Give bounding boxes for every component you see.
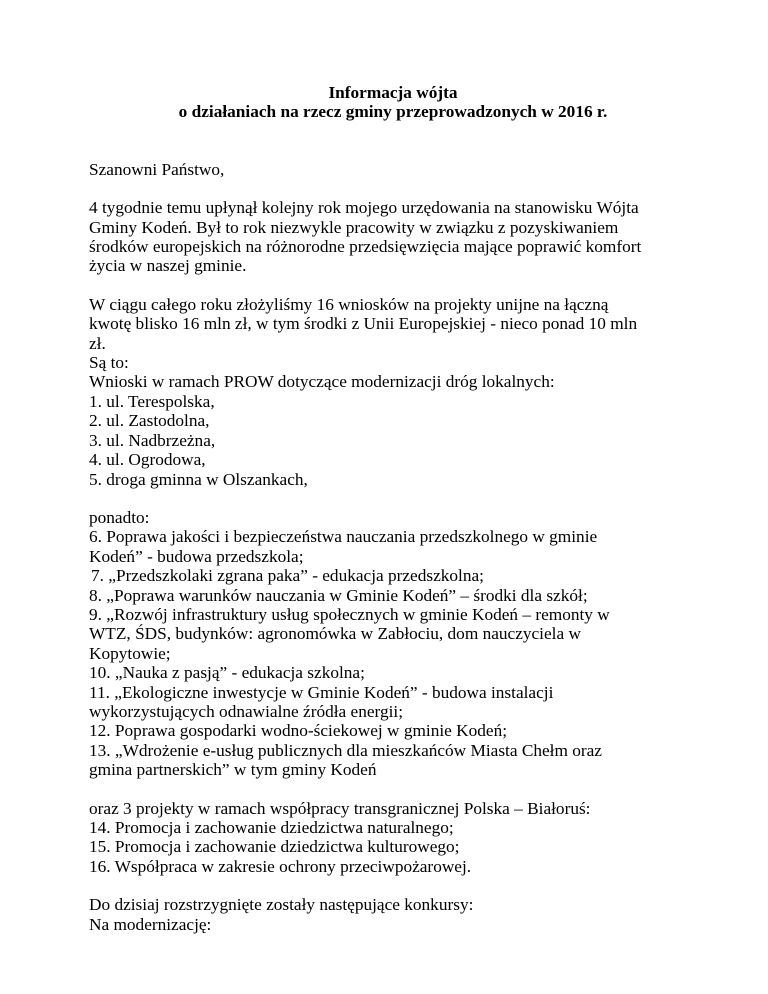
list-item-project: WTZ, ŚDS, budynków: agronomówka w Zabłociu, dom nauczyciela w [89, 624, 581, 644]
list-item-project: 10. „Nauka z pasją” - edukacja szkolna; [89, 663, 365, 683]
resolved-line: Na modernizację: [89, 914, 212, 934]
list-item-project: 11. „Ekologiczne inwestycje w Gminie Kodeń” - budowa instalacji [89, 682, 554, 702]
title-line-2: o działaniach na rzecz gminy przeprowadzonych w 2016 r. [178, 102, 608, 122]
list-item-crossborder: 14. Promocja i zachowanie dziedzictwa naturalnego; [89, 818, 454, 837]
crossborder-line: oraz 3 projekty w ramach współpracy transgranicznej Polska – Białoruś: [89, 798, 591, 818]
list-item-project: 7. „Przedszkolaki zgrana paka” - edukacja przedszkolna; [91, 566, 484, 586]
crossborder-paragraph [89, 799, 689, 877]
summary-line: zł. [89, 333, 106, 353]
list-item-project: gmina partnerskich” w tym gminy Kodeń [89, 760, 377, 780]
list-item-road: 2. ul. Zastodolna, [89, 411, 210, 431]
title-line-1: Informacja wójta [328, 83, 458, 102]
list-item-crossborder: 15. Promocja i zachowanie dziedzictwa kulturowego; [89, 837, 460, 857]
list-item-project: Kodeń” - budowa przedszkola; [89, 546, 304, 566]
projects-intro: ponadto: [89, 507, 150, 527]
summary-line: W ciągu całego roku złożyliśmy 16 wniosków na projekty unijne na łączną [89, 294, 609, 314]
summary-line: Są to: [89, 353, 129, 373]
intro-line: Gminy Kodeń. Był to rok niezwykle pracowity w związku z pozyskiwaniem [89, 217, 619, 237]
summary-line: kwotę blisko 16 mln zł, w tym środki z Unii Europejskiej - nieco ponad 10 mln [89, 314, 638, 334]
document-title [89, 83, 689, 122]
list-item-road: 1. ul. Terespolska, [89, 391, 215, 411]
list-item-crossborder: 16. Współpraca w zakresie ochrony przeciwpożarowej. [89, 856, 472, 876]
list-item-project: Kopytowie; [89, 643, 171, 663]
list-item-road: 3. ul. Nadbrzeżna, [89, 430, 216, 450]
document-page [89, 83, 689, 934]
summary-paragraph [89, 295, 689, 489]
intro-line: 4 tygodnie temu upłynął kolejny rok mojego urzędowania na stanowisku Wójta [89, 198, 639, 218]
list-item-road: 4. ul. Ogrodowa, [89, 450, 206, 470]
projects-paragraph [89, 508, 689, 780]
greeting: Szanowni Państwo, [89, 159, 225, 179]
list-item-project: wykorzystujących odnawialne źródła energii; [89, 701, 403, 721]
list-item-project: 12. Poprawa gospodarki wodno-ściekowej w gminie Kodeń; [89, 721, 508, 741]
list-item-project: 13. „Wdrożenie e-usług publicznych dla mieszkańców Miasta Chełm oraz [89, 740, 602, 760]
list-item-project: 6. Poprawa jakości i bezpieczeństwa nauczania przedszkolnego w gminie [89, 527, 598, 547]
list-item-project: 8. „Poprawa warunków nauczania w Gminie Kodeń” – środki dla szkół; [89, 585, 588, 605]
intro-line: życia w naszej gminie. [89, 256, 247, 276]
list-item-road: 5. droga gminna w Olszankach, [89, 469, 308, 489]
intro-paragraph [89, 198, 689, 276]
summary-line: Wnioski w ramach PROW dotyczące modernizacji dróg lokalnych: [89, 372, 555, 392]
list-item-project: 9. „Rozwój infrastruktury usług społecznych w gminie Kodeń – remonty w [89, 604, 610, 624]
resolved-paragraph [89, 895, 689, 934]
intro-line: środków europejskich na różnorodne przedsięwzięcia mające poprawić komfort [89, 237, 642, 257]
resolved-line: Do dzisiaj rozstrzygnięte zostały następujące konkursy: [89, 895, 474, 915]
